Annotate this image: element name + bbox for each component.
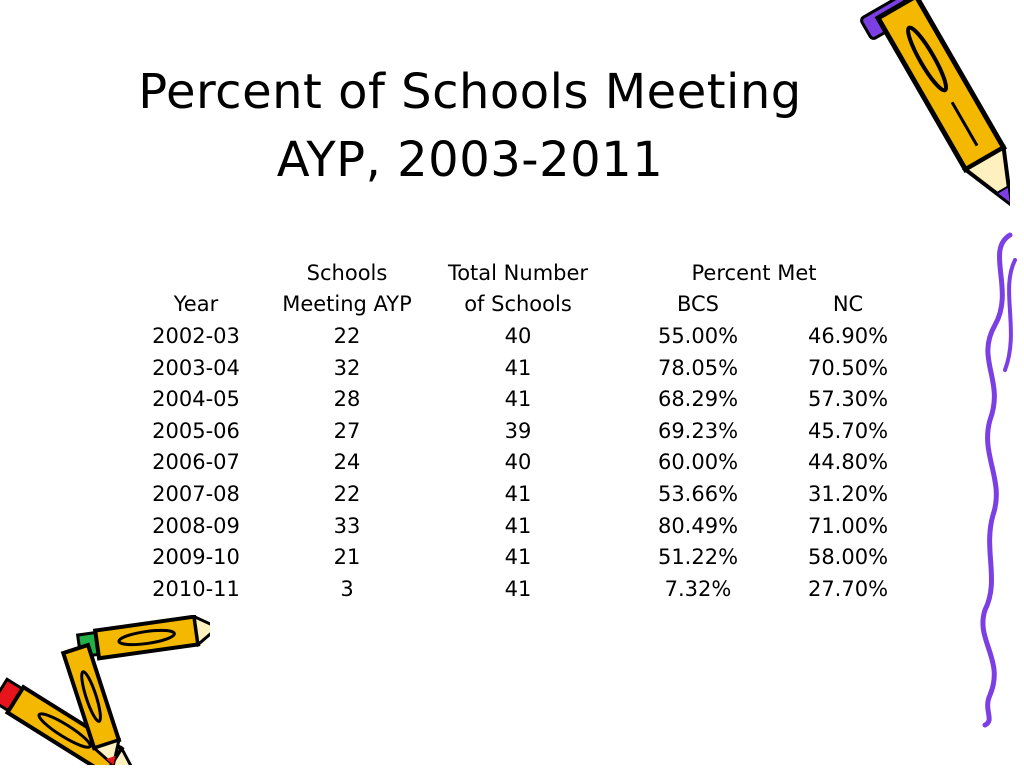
cell-year: 2006-07 <box>152 450 240 475</box>
cell-meeting-ayp: 22 <box>333 481 361 506</box>
header-of-schools: of Schools <box>464 292 572 317</box>
cell-nc-percent: 45.70% <box>807 418 889 443</box>
ayp-table <box>130 257 904 605</box>
table-row <box>130 320 904 352</box>
cell-meeting-ayp: 28 <box>333 387 361 412</box>
cell-year: 2005-06 <box>152 418 240 443</box>
cell-total-schools: 40 <box>504 323 532 348</box>
cell-total-schools: 41 <box>504 576 532 601</box>
table-row <box>130 478 904 510</box>
cell-bcs-percent: 78.05% <box>657 355 739 380</box>
cell-year: 2008-09 <box>152 513 240 538</box>
pencil-icon <box>860 0 1010 245</box>
header-meeting-ayp: Meeting AYP <box>282 292 412 317</box>
cell-total-schools: 41 <box>504 545 532 570</box>
cell-year: 2003-04 <box>152 355 240 380</box>
cell-bcs-percent: 69.23% <box>657 418 739 443</box>
cell-year: 2007-08 <box>152 481 240 506</box>
crossed-pencils-icon <box>0 615 210 765</box>
cell-total-schools: 39 <box>504 418 532 443</box>
cell-meeting-ayp: 21 <box>333 545 361 570</box>
cell-meeting-ayp: 24 <box>333 450 361 475</box>
title-line-1: Percent of Schools Meeting <box>138 64 802 120</box>
cell-bcs-percent: 80.49% <box>657 513 739 538</box>
table-row <box>130 383 904 415</box>
slide-title <box>40 58 900 194</box>
cell-nc-percent: 71.00% <box>807 513 889 538</box>
header-empty <box>130 257 262 289</box>
cell-total-schools: 41 <box>504 355 532 380</box>
table-body <box>130 320 904 604</box>
cell-year: 2004-05 <box>152 387 240 412</box>
header-total-number: Total Number <box>447 260 589 285</box>
cell-total-schools: 41 <box>504 387 532 412</box>
cell-bcs-percent: 68.29% <box>657 387 739 412</box>
table-row <box>130 415 904 447</box>
table-row <box>130 573 904 605</box>
cell-year: 2002-03 <box>152 323 240 348</box>
cell-year: 2010-11 <box>152 576 240 601</box>
cell-meeting-ayp: 3 <box>340 576 354 601</box>
cell-nc-percent: 57.30% <box>807 387 889 412</box>
cell-nc-percent: 46.90% <box>807 323 889 348</box>
table-row <box>130 352 904 384</box>
header-nc: NC <box>832 292 864 317</box>
cell-nc-percent: 44.80% <box>807 450 889 475</box>
cell-bcs-percent: 7.32% <box>664 576 732 601</box>
cell-nc-percent: 31.20% <box>807 481 889 506</box>
cell-meeting-ayp: 32 <box>333 355 361 380</box>
table-row <box>130 447 904 479</box>
cell-nc-percent: 27.70% <box>807 576 889 601</box>
cell-total-schools: 41 <box>504 513 532 538</box>
cell-year: 2009-10 <box>152 545 240 570</box>
cell-nc-percent: 58.00% <box>807 545 889 570</box>
title-line-2: AYP, 2003-2011 <box>276 132 664 188</box>
cell-meeting-ayp: 27 <box>333 418 361 443</box>
scribble-line <box>955 230 1024 730</box>
table-row <box>130 510 904 542</box>
table-row <box>130 541 904 573</box>
cell-meeting-ayp: 33 <box>333 513 361 538</box>
cell-bcs-percent: 51.22% <box>657 545 739 570</box>
cell-total-schools: 40 <box>504 450 532 475</box>
header-year: Year <box>173 292 219 317</box>
header-row-1 <box>130 257 904 289</box>
header-schools: Schools <box>306 260 388 285</box>
cell-bcs-percent: 60.00% <box>657 450 739 475</box>
header-bcs: BCS <box>676 292 720 317</box>
header-percent-met: Percent Met <box>691 260 817 285</box>
cell-meeting-ayp: 22 <box>333 323 361 348</box>
cell-bcs-percent: 53.66% <box>657 481 739 506</box>
cell-nc-percent: 70.50% <box>807 355 889 380</box>
cell-total-schools: 41 <box>504 481 532 506</box>
header-row-2 <box>130 289 904 321</box>
cell-bcs-percent: 55.00% <box>657 323 739 348</box>
